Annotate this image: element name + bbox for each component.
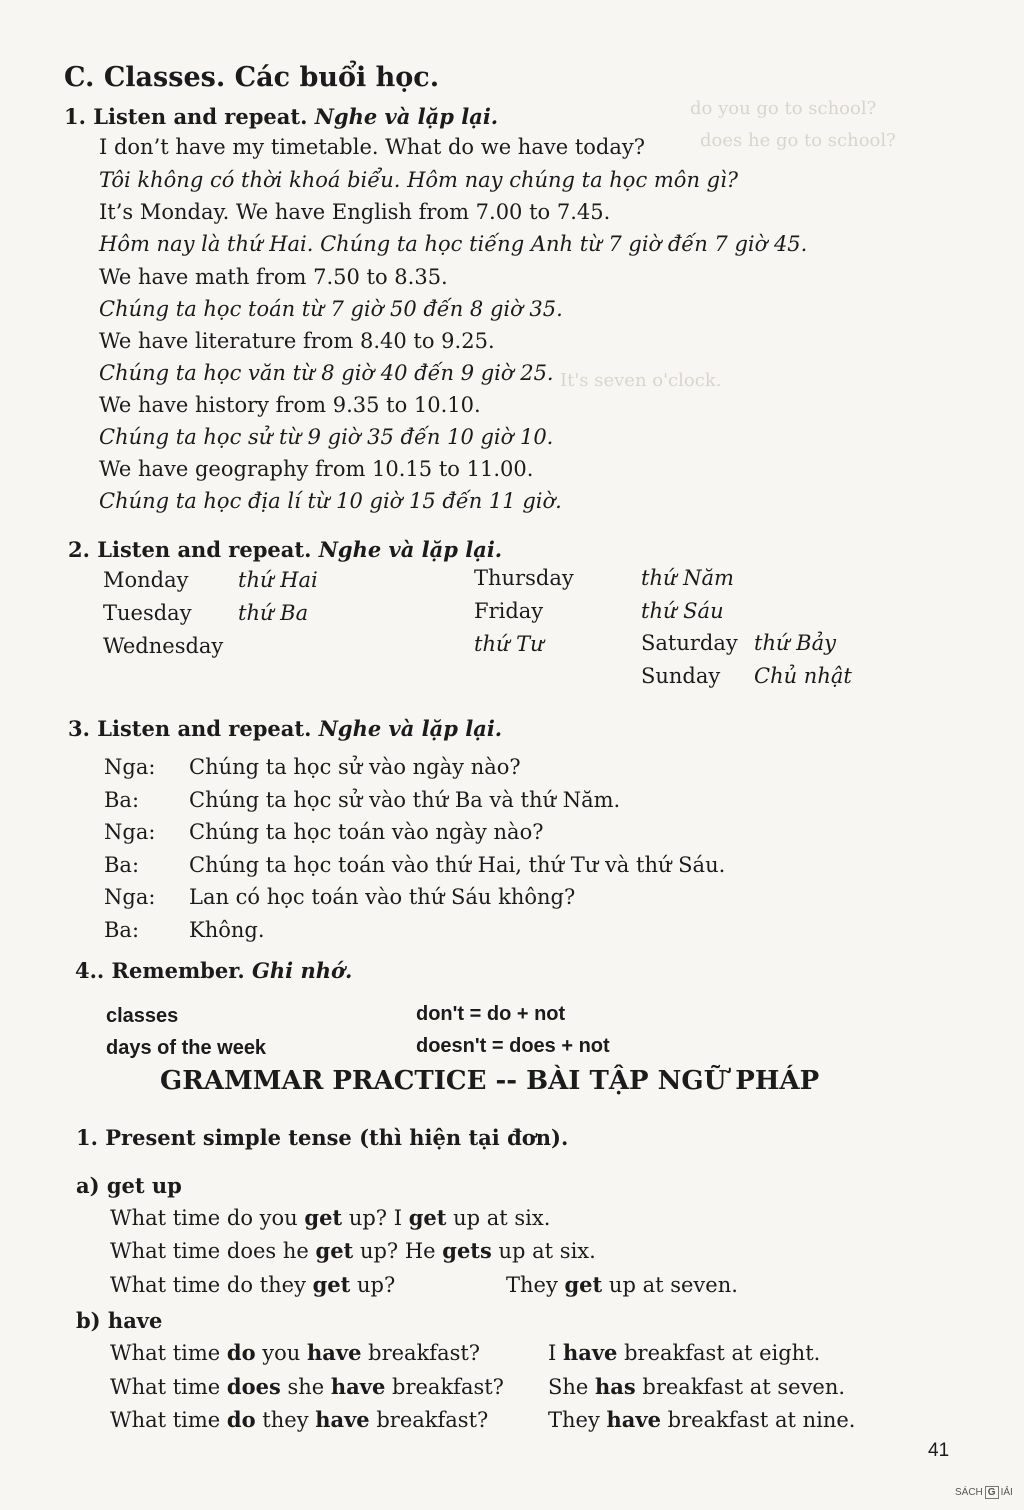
day-en: Wednesday bbox=[103, 634, 224, 658]
show-through-text: It's seven o'clock. bbox=[560, 370, 722, 391]
remember-item: days of the week bbox=[106, 1037, 267, 1059]
day-vi: thứ Bảy bbox=[754, 631, 836, 655]
exercise-4-heading: 4.. Remember. Ghi nhớ. bbox=[75, 958, 353, 983]
text-part: I bbox=[548, 1341, 563, 1365]
grammar-sub-a: a) get up bbox=[76, 1173, 182, 1198]
contraction-rule: doesn't = does + not bbox=[416, 1035, 610, 1057]
page-number: 41 bbox=[928, 1440, 950, 1461]
text-part: up? I bbox=[342, 1206, 409, 1230]
grammar-item-1: 1. Present simple tense (thì hiện tại đơn). bbox=[76, 1125, 569, 1150]
verb-bold: get bbox=[408, 1205, 447, 1230]
verb-bold: has bbox=[595, 1374, 636, 1399]
translation-line: Chúng ta học toán từ 7 giờ 50 đến 8 giờ 35. bbox=[99, 297, 563, 321]
day-vi: thứ Năm bbox=[641, 566, 734, 590]
grammar-a-line bbox=[110, 1272, 395, 1297]
verb-bold: do bbox=[226, 1407, 256, 1432]
verb-bold: does bbox=[226, 1374, 281, 1399]
publisher-logo: SÁCH G IẢI bbox=[955, 1487, 1013, 1498]
text-part: up at six. bbox=[491, 1239, 596, 1263]
show-through-text: does he go to school? bbox=[700, 130, 896, 151]
verb-bold: have bbox=[307, 1340, 362, 1365]
dialogue-text: Không. bbox=[189, 917, 265, 942]
grammar-b-question bbox=[110, 1374, 504, 1399]
dialogue-text: Chúng ta học sử vào thứ Ba và thứ Năm. bbox=[189, 787, 621, 812]
text-part: up? He bbox=[353, 1239, 443, 1263]
translation-line: Chúng ta học sử từ 9 giờ 35 đến 10 giờ 10. bbox=[99, 425, 554, 449]
text-part: you bbox=[255, 1341, 308, 1365]
verb-bold: get bbox=[312, 1272, 351, 1297]
english-line: I don’t have my timetable. What do we have today? bbox=[99, 135, 645, 159]
exercise-1-heading: 1. Listen and repeat. Nghe và lặp lại. bbox=[64, 104, 499, 129]
verb-bold: gets bbox=[442, 1238, 492, 1263]
english-line: We have geography from 10.15 to 11.00. bbox=[99, 457, 534, 481]
grammar-a-line bbox=[110, 1238, 596, 1263]
verb-bold: have bbox=[562, 1340, 618, 1365]
grammar-a-answer-3: They get up at seven. bbox=[506, 1272, 738, 1297]
remember-item: classes bbox=[106, 1005, 179, 1027]
text-part: breakfast at seven. bbox=[635, 1375, 846, 1399]
text-part: up at six. bbox=[446, 1206, 551, 1230]
verb-bold: get bbox=[315, 1238, 354, 1263]
day-vi: thứ Tư bbox=[474, 632, 544, 656]
text-part: What time do you bbox=[110, 1206, 305, 1230]
speaker-name: Ba: bbox=[104, 917, 140, 942]
verb-bold: do bbox=[226, 1340, 256, 1365]
text-part: breakfast? bbox=[385, 1375, 504, 1399]
grammar-title: GRAMMAR PRACTICE -- BÀI TẬP NGỮ PHÁP bbox=[160, 1066, 820, 1096]
day-en: Sunday bbox=[641, 664, 721, 688]
day-en: Monday bbox=[103, 568, 189, 592]
text-part: What time bbox=[110, 1341, 227, 1365]
dialogue-text: Chúng ta học sử vào ngày nào? bbox=[189, 755, 521, 779]
english-line: We have history from 9.35 to 10.10. bbox=[99, 393, 481, 417]
verb-bold: have bbox=[315, 1407, 370, 1432]
dialogue-text: Chúng ta học toán vào ngày nào? bbox=[189, 820, 544, 844]
text-part: What time bbox=[110, 1375, 227, 1399]
english-line: We have literature from 8.40 to 9.25. bbox=[99, 329, 495, 353]
section-title: C. Classes. Các buổi học. bbox=[64, 62, 440, 93]
day-en: Saturday bbox=[641, 631, 738, 655]
exercise-3-heading: 3. Listen and repeat. Nghe và lặp lại. bbox=[68, 716, 503, 741]
translation-line: Chúng ta học địa lí từ 10 giờ 15 đến 11 giờ. bbox=[99, 489, 562, 513]
day-en: Tuesday bbox=[103, 601, 192, 625]
grammar-b-answer bbox=[548, 1374, 845, 1399]
text-part: She bbox=[548, 1375, 596, 1399]
grammar-b-question bbox=[110, 1407, 488, 1432]
grammar-sub-b: b) have bbox=[76, 1308, 163, 1333]
text-part: they bbox=[255, 1408, 316, 1432]
contraction-rule: don't = do + not bbox=[416, 1003, 566, 1025]
day-vi: thứ Sáu bbox=[641, 599, 724, 623]
text-part: breakfast? bbox=[361, 1341, 481, 1365]
text-part: What time does he bbox=[110, 1239, 316, 1263]
show-through-text: do you go to school? bbox=[690, 98, 877, 119]
text-part: breakfast? bbox=[369, 1408, 489, 1432]
dialogue-text: Chúng ta học toán vào thứ Hai, thứ Tư và thứ Sáu. bbox=[189, 852, 726, 877]
english-line: It’s Monday. We have English from 7.00 to 7.45. bbox=[99, 200, 611, 224]
exercise-2-heading: 2. Listen and repeat. Nghe và lặp lại. bbox=[68, 537, 503, 562]
verb-bold: have bbox=[606, 1407, 661, 1432]
verb-bold: get bbox=[304, 1205, 343, 1230]
translation-line: Hôm nay là thứ Hai. Chúng ta học tiếng Anh từ 7 giờ đến 7 giờ 45. bbox=[99, 232, 808, 256]
day-vi: thứ Ba bbox=[238, 601, 309, 625]
grammar-b-question bbox=[110, 1340, 480, 1365]
day-vi: thứ Hai bbox=[238, 568, 318, 592]
text-part: up? bbox=[350, 1273, 396, 1297]
day-en: Thursday bbox=[474, 566, 574, 590]
english-line: We have math from 7.50 to 8.35. bbox=[99, 265, 448, 289]
text-part: What time do they bbox=[110, 1273, 313, 1297]
dialogue-text: Lan có học toán vào thứ Sáu không? bbox=[189, 885, 576, 909]
translation-line: Chúng ta học văn từ 8 giờ 40 đến 9 giờ 25. bbox=[99, 361, 554, 385]
day-vi: Chủ nhật bbox=[754, 664, 852, 688]
grammar-b-answer bbox=[548, 1407, 855, 1432]
grammar-b-answer bbox=[548, 1340, 820, 1365]
day-en: Friday bbox=[474, 599, 544, 623]
text-part: What time bbox=[110, 1408, 227, 1432]
text-part: They bbox=[548, 1408, 607, 1432]
speaker-name: Nga: bbox=[104, 820, 156, 844]
translation-line: Tôi không có thời khoá biểu. Hôm nay chúng ta học môn gì? bbox=[99, 168, 739, 192]
speaker-name: Ba: bbox=[104, 787, 140, 812]
text-part: breakfast at nine. bbox=[660, 1408, 856, 1432]
text-part: she bbox=[280, 1375, 331, 1399]
speaker-name: Nga: bbox=[104, 885, 156, 909]
speaker-name: Nga: bbox=[104, 755, 156, 779]
speaker-name: Ba: bbox=[104, 852, 140, 877]
verb-bold: have bbox=[330, 1374, 386, 1399]
text-part: breakfast at eight. bbox=[617, 1341, 821, 1365]
grammar-a-line bbox=[110, 1205, 550, 1230]
